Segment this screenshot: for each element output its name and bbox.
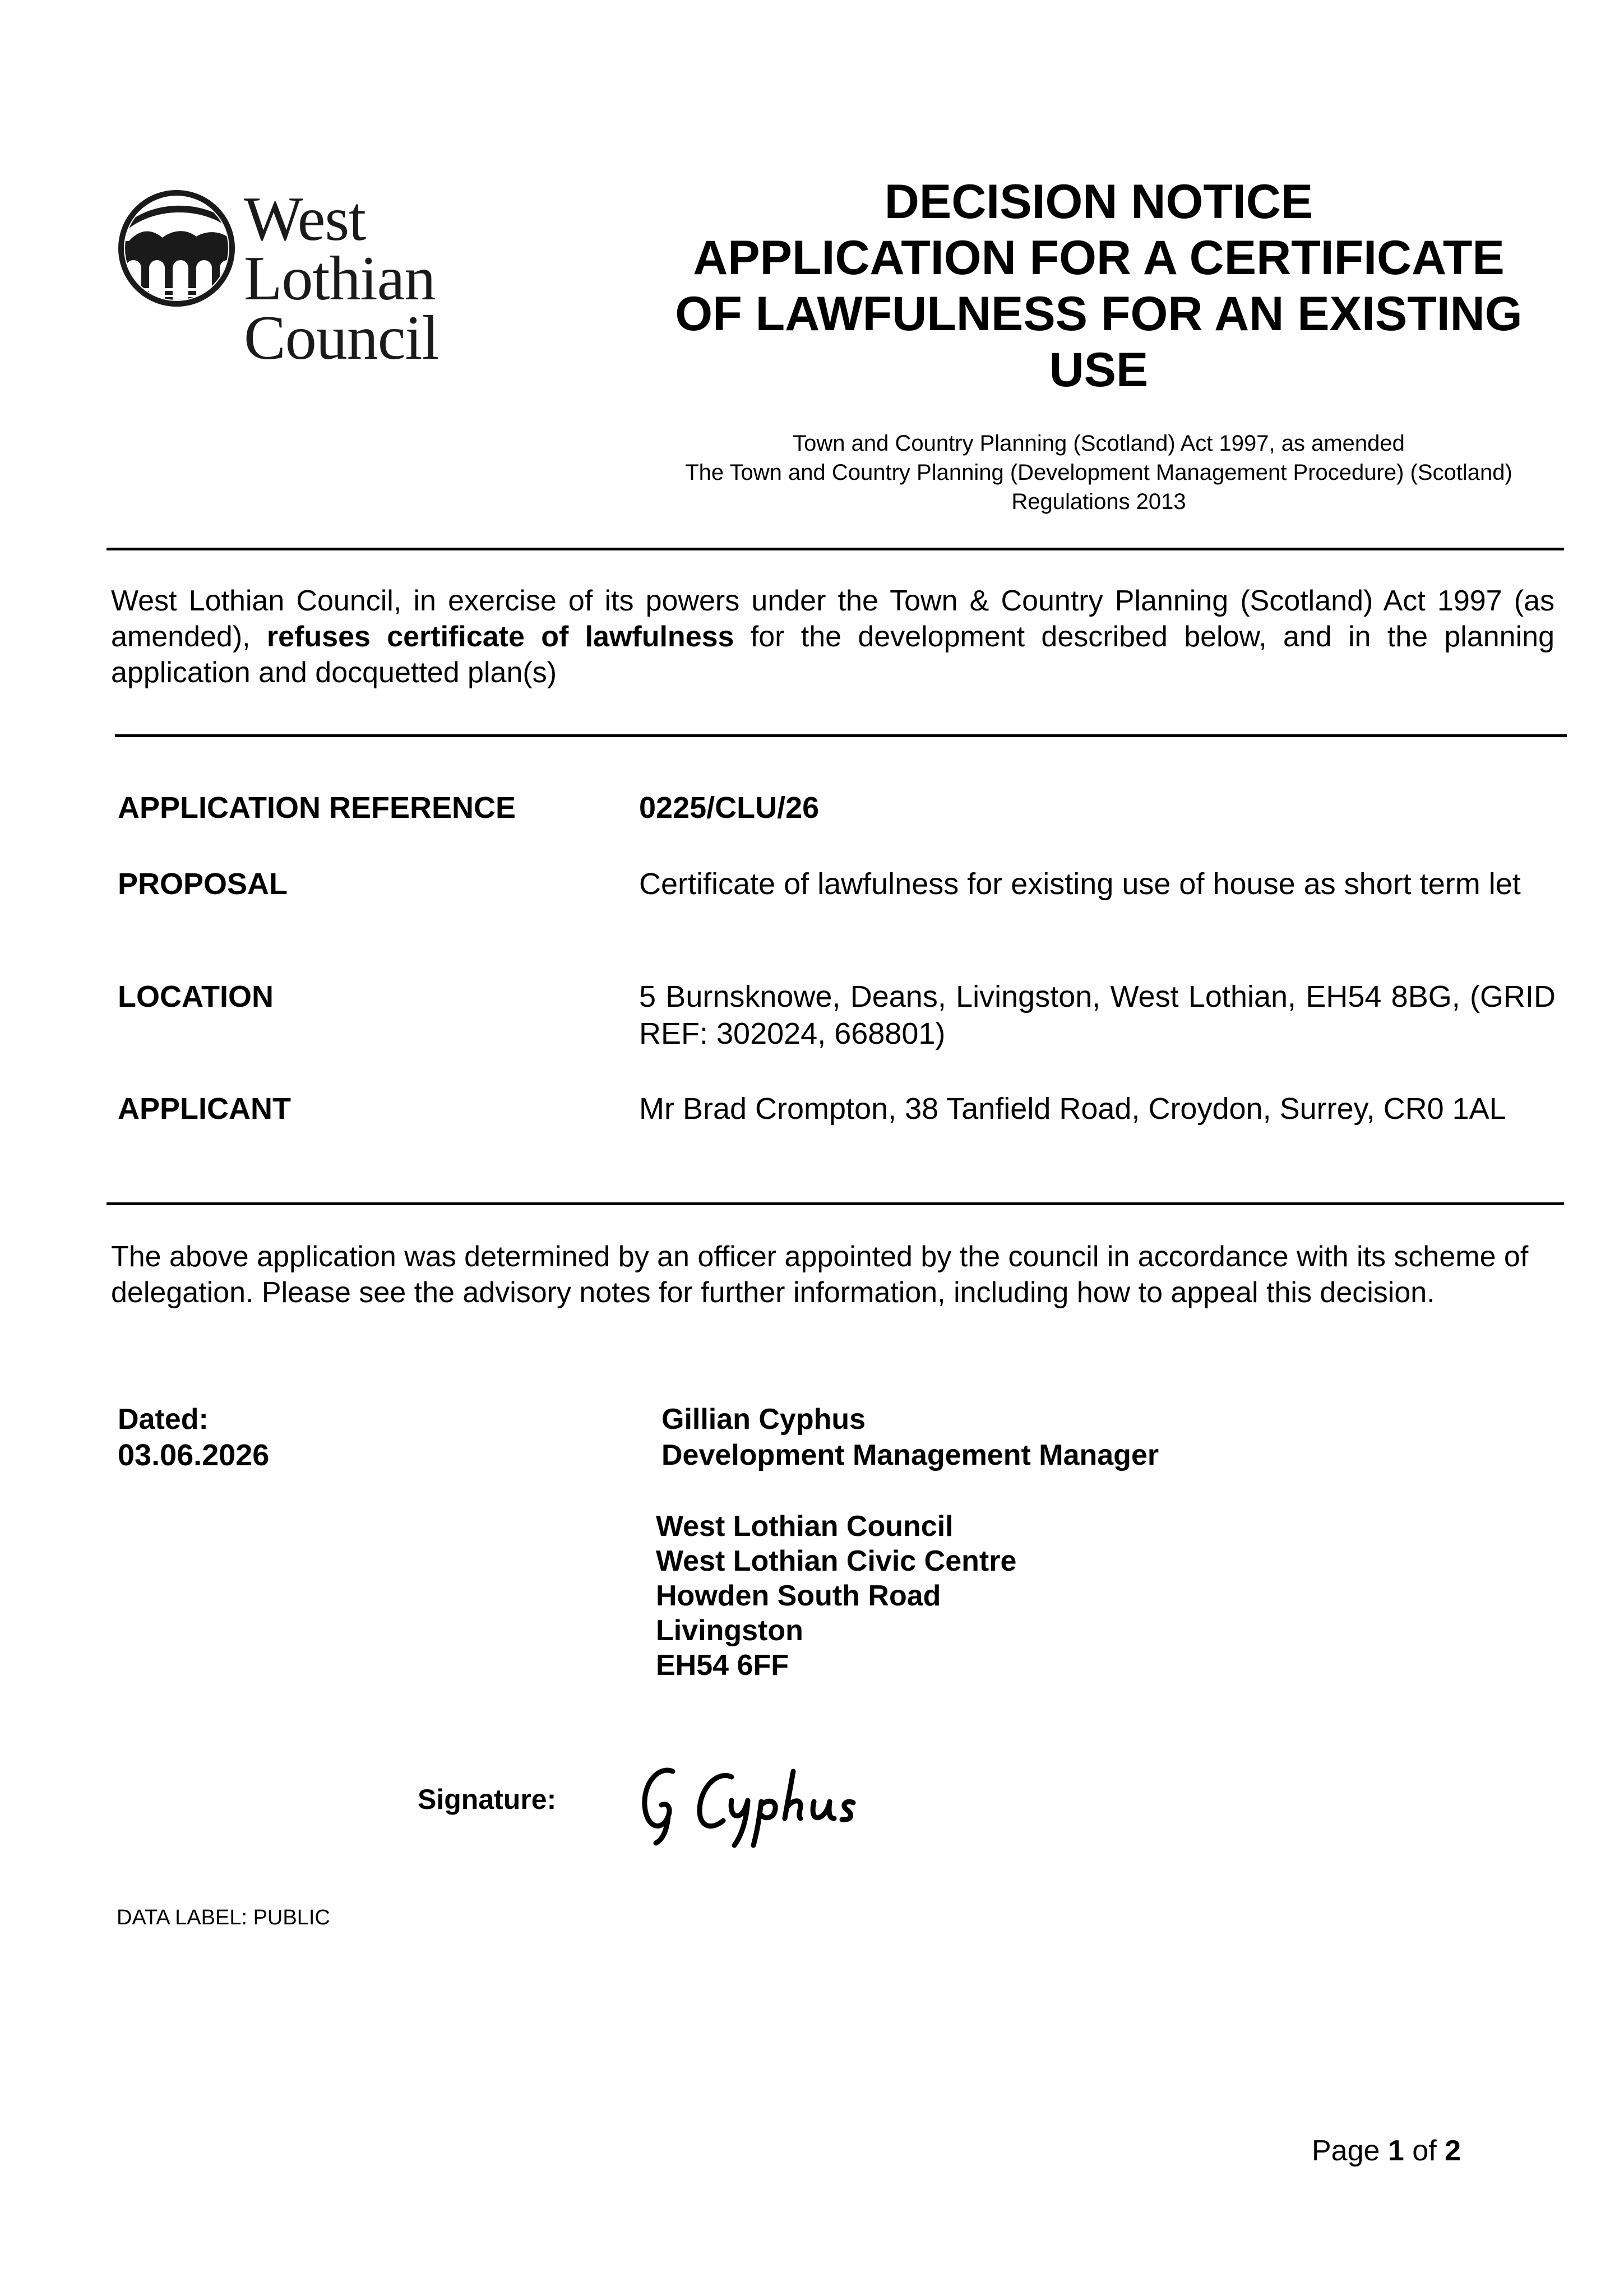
decision-outro: for the development described below, and in the planning application and docquetted plan(s): [111, 621, 1554, 689]
signature-label: Signature:: [418, 1784, 557, 1815]
dated-label: Dated:: [118, 1403, 209, 1436]
signatory: [661, 1401, 1159, 1473]
applicant-value: Mr Brad Crompton, 38 Tanfield Road, Croydon, Surrey, CR0 1AL: [639, 1092, 1506, 1126]
legislation-line-3: Regulations 2013: [1011, 489, 1186, 514]
address-line-5: EH54 6FF: [656, 1649, 789, 1682]
signatory-role: Development Management Manager: [661, 1439, 1159, 1471]
legislation-reference: [633, 429, 1564, 516]
divider: [107, 548, 1564, 550]
address-line-4: Livingston: [656, 1614, 803, 1647]
title-line-4: USE: [1049, 343, 1149, 397]
address-line-2: West Lothian Civic Centre: [656, 1545, 1017, 1577]
title-line-3: OF LAWFULNESS FOR AN EXISTING: [675, 287, 1523, 341]
divider: [107, 1202, 1564, 1205]
address-line-1: West Lothian Council: [656, 1510, 954, 1543]
decision-outcome: refuses certificate of lawfulness: [266, 621, 734, 653]
viaduct-emblem-icon: [118, 189, 235, 307]
document-title: [650, 174, 1547, 398]
proposal-value: Certificate of lawfulness for existing use of house as short term let: [639, 867, 1521, 901]
title-line-1: DECISION NOTICE: [884, 175, 1313, 229]
signatory-name: Gillian Cyphus: [661, 1403, 866, 1436]
delegation-note: The above application was determined by an officer appointed by the council in accordance with its scheme of delegation. Please see the advisory notes for further information, including how to appeal this decision.: [111, 1240, 1529, 1309]
title-line-2: APPLICATION FOR A CERTIFICATE: [693, 231, 1505, 285]
page-of: of: [1412, 2135, 1437, 2167]
dated-value: 03.06.2026: [118, 1438, 270, 1472]
location-label: LOCATION: [118, 980, 274, 1013]
council-logo: [118, 184, 566, 373]
legislation-line-2: The Town and Country Planning (Development Management Procedure) (Scotland): [685, 460, 1512, 485]
decision-intro: West Lothian Council, in exercise of its powers under the Town & Country Planning (Scotland) Act 1997 (as amended),: [111, 585, 1554, 653]
decision-statement: [111, 583, 1554, 691]
data-classification-label: DATA LABEL: PUBLIC: [117, 1906, 330, 1929]
reference-value: 0225/CLU/26: [639, 791, 820, 825]
page-number: [1312, 2133, 1461, 2169]
legislation-line-1: Town and Country Planning (Scotland) Act 1997, as amended: [793, 431, 1405, 456]
divider: [115, 734, 1567, 737]
handwritten-signature: [633, 1749, 925, 1850]
location-value: 5 Burnsknowe, Deans, Livingston, West Lothian, EH54 8BG, (GRID REF: 302024, 668801): [639, 980, 1556, 1050]
council-address: [656, 1509, 1016, 1683]
proposal-label: PROPOSAL: [118, 867, 288, 901]
applicant-label: APPLICANT: [118, 1092, 291, 1126]
page-prefix: Page: [1312, 2135, 1380, 2167]
address-line-3: Howden South Road: [656, 1580, 941, 1612]
reference-label: APPLICATION REFERENCE: [118, 791, 516, 825]
page-total: 2: [1445, 2135, 1461, 2167]
page-current: 1: [1387, 2135, 1404, 2167]
logo-line-1: West Lothian: [244, 184, 436, 313]
logo-line-2: Council: [244, 303, 439, 373]
